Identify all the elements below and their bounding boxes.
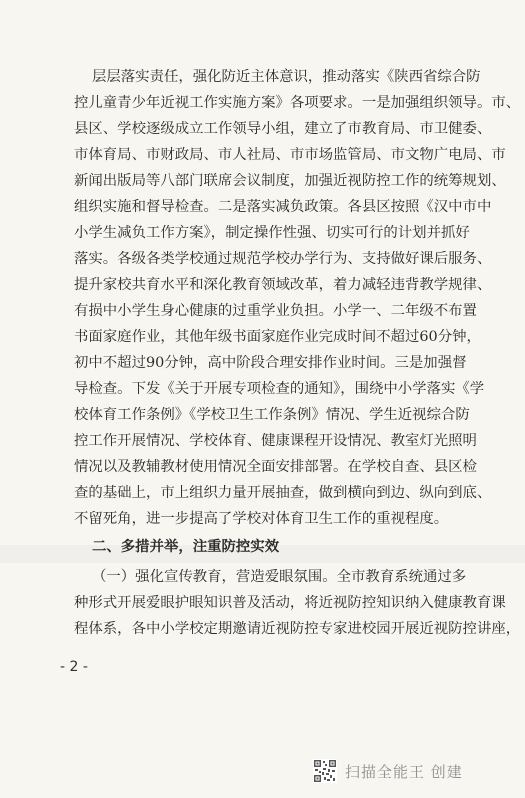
section-heading: 二、多措并举，注重防控实效 xyxy=(92,539,280,555)
body-line-3: 县区、学校逐级成立工作领导小组，建立了市教育局、市卫健委、 xyxy=(74,121,492,137)
para2-line-1: （一）强化宣传教育，营造爱眼氛围。全市教育系统通过多 xyxy=(92,569,467,585)
para2-line-2: 种形式开展爱眼护眼知识普及活动，将近视防控知识纳入健康教育课 xyxy=(74,595,506,611)
body-line-11: 书面家庭作业，其他年级书面家庭作业完成时间不超过60分钟， xyxy=(74,329,481,345)
body-line-4: 市体育局、市财政局、市人社局、市市场监管局、市文物广电局、市 xyxy=(74,147,506,163)
body-line-10: 有损中小学生身心健康的过重学业负担。小学一、二年级不布置 xyxy=(74,303,477,319)
body-line-5: 新闻出版局等八部门联席会议制度，加强近视防控工作的统筹规划、 xyxy=(74,173,506,189)
body-line-16: 情况以及教辅教材使用情况全面安排部署。在学校自查、县区检 xyxy=(74,459,477,475)
body-line-13: 导检查。下发《关于开展专项检查的通知》，围绕中小学落实《学 xyxy=(74,381,485,397)
body-line-14: 校体育工作条例》《学校卫生工作条例》情况、学生近视综合防 xyxy=(74,407,470,423)
page-number: - 2 - xyxy=(60,659,88,675)
body-line-15: 控工作开展情况、学校体育、健康课程开设情况、教室灯光照明 xyxy=(74,433,477,449)
body-line-8: 落实。各级各类学校通过规范学校办学行为、支持做好课后服务、 xyxy=(74,251,492,267)
para2-line-3: 程体系，各中小学校定期邀请近视防控专家进校园开展近视防控讲座， xyxy=(74,621,521,637)
body-line-9: 提升家校共育水平和深化教育领域改革，着力减轻违背教学规律、 xyxy=(74,277,492,293)
body-line-2: 控儿童青少年近视工作实施方案》各项要求。一是加强组织领导。市、 xyxy=(74,95,521,111)
body-line-12: 初中不超过90分钟，高中阶段合理安排作业时间。三是加强督 xyxy=(74,355,467,371)
scanner-watermark xyxy=(313,758,513,784)
body-line-17: 查的基础上，市上组织力量开展抽查，做到横向到边、纵向到底、 xyxy=(74,485,492,501)
body-line-18: 不留死角，进一步提高了学校对体育卫生工作的重视程度。 xyxy=(74,511,449,527)
qr-code-icon xyxy=(313,759,337,783)
body-line-1: 层层落实责任，强化防近主体意识，推动落实《陕西省综合防 xyxy=(92,69,481,85)
watermark-text: 扫描全能王 创建 xyxy=(345,762,463,781)
body-line-7: 小学生减负工作方案》，制定操作性强、切实可行的计划并抓好 xyxy=(74,225,470,241)
body-line-6: 组织实施和督导检查。二是落实减负政策。各县区按照《汉中市中 xyxy=(74,199,492,215)
